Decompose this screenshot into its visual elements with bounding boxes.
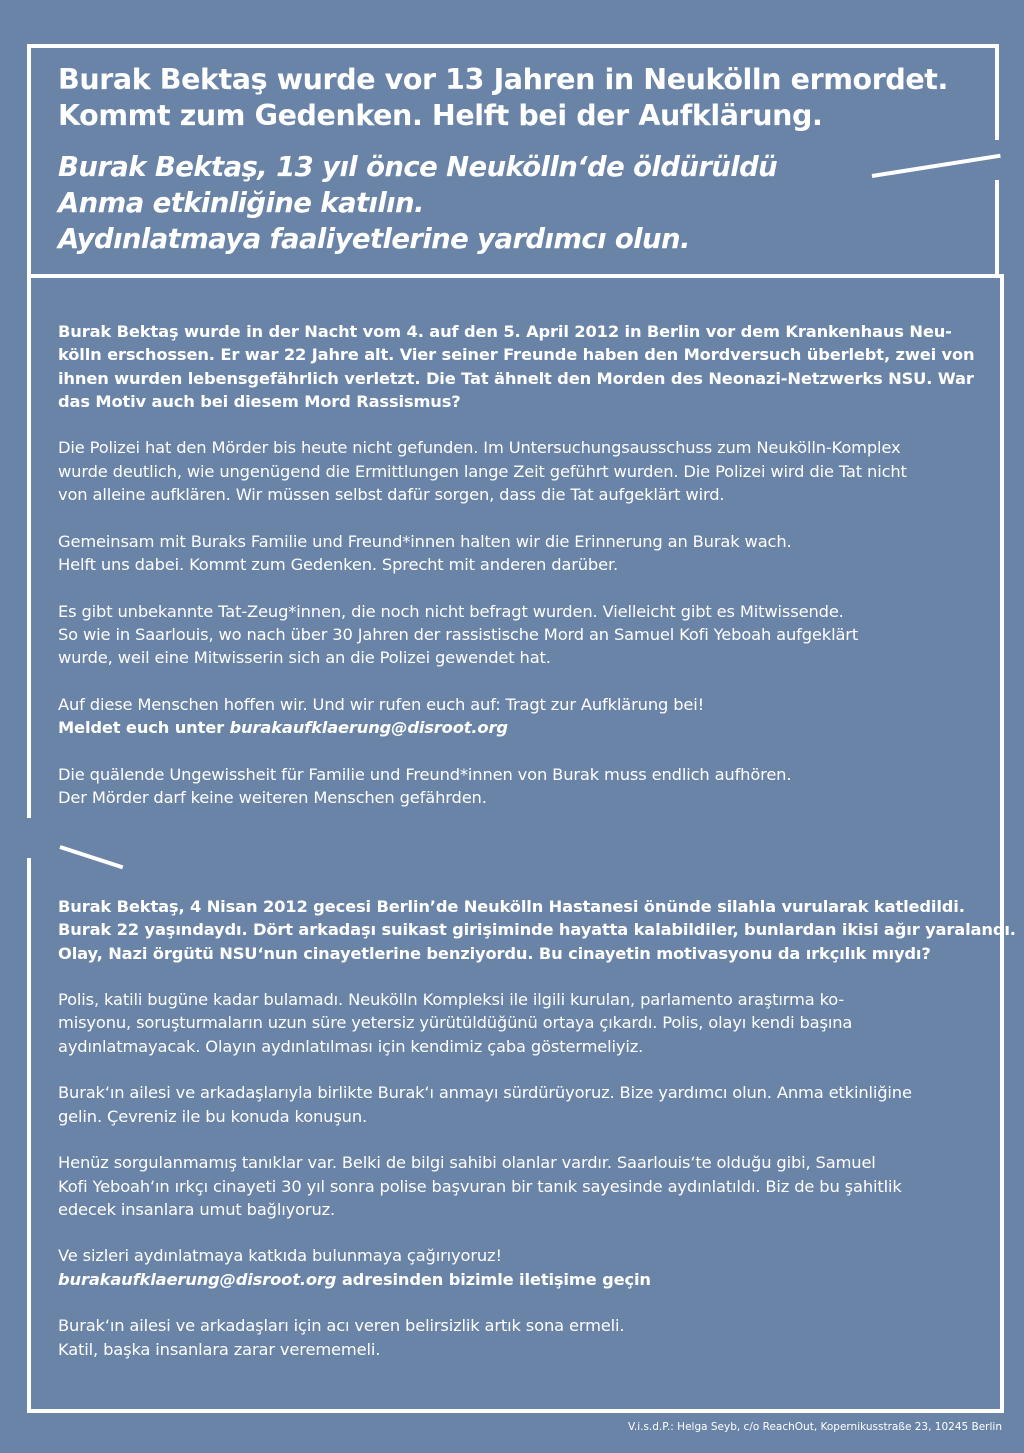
turkish-section: [58, 895, 1016, 1384]
text-line: Burak‘ın ailesi ve arkadaşları için acı veren belirsizlik artık sona ermeli.: [58, 1316, 625, 1336]
text-line: Burak Bektaş, 4 Nisan 2012 gecesi Berlin’de Neukölln Hastanesi önünde silahla vurularak katledildi.: [58, 897, 965, 916]
text-line: Polis, katili bugüne kadar bulamadı. Neukölln Kompleksi ile ilgili kurulan, parlamento araştırma ko-: [58, 990, 845, 1010]
german-paragraph-contact: [58, 693, 988, 740]
contact-prefix: Meldet euch unter: [58, 718, 230, 738]
turkish-paragraph-witnesses: [58, 1151, 988, 1221]
frame-gap-left: [24, 818, 36, 858]
turkish-paragraph-contact: [58, 1244, 988, 1291]
headline-german-line: Burak Bektaş wurde vor 13 Jahren in Neukölln ermordet.: [58, 63, 948, 96]
text-line: Olay, Nazi örgütü NSU‘nun cinayetlerine benziyordu. Bu cinayetin motivasyonu da ırkçılık mıydı?: [58, 943, 931, 963]
text-line: kölln erschossen. Er war 22 Jahre alt. Vier seiner Freunde haben den Mordversuch überlebt, zwei von: [58, 345, 975, 365]
text-line: Kofi Yeboah‘ın ırkçı cinayeti 30 yıl sonra polise başvuran bir tanık sayesinde aydınlatıldı. Biz de bu şahitlik: [58, 1176, 902, 1196]
contact-email-link[interactable]: burakaufklaerung@disroot.org: [58, 1269, 337, 1289]
german-section: [58, 320, 988, 833]
text-line: Es gibt unbekannte Tat-Zeug*innen, die noch nicht befragt wurden. Vielleicht gibt es Mitwissende.: [58, 601, 844, 621]
german-paragraph-closing: [58, 763, 988, 810]
text-line: Burak Bektaş wurde in der Nacht vom 4. auf den 5. April 2012 in Berlin vor dem Krankenhaus Neu-: [58, 322, 952, 341]
text-line: Gemeinsam mit Buraks Familie und Freund*innen halten wir die Erinnerung an Burak wach.: [58, 531, 792, 551]
german-intro: [58, 320, 988, 413]
frame-gap-right: [995, 140, 1007, 180]
text-line: misyonu, soruşturmaların uzun süre yetersiz yürütüldüğünü ortaya çıkardı. Polis, olayı kendi başına: [58, 1013, 853, 1033]
turkish-paragraph-remembrance: [58, 1081, 988, 1128]
text-line: aydınlatmayacak. Olayın aydınlatılması için kendimiz çaba göstermeliyiz.: [58, 1036, 644, 1056]
german-paragraph-witnesses: [58, 600, 988, 670]
text-line: Ve sizleri aydınlatmaya katkıda bulunmaya çağırıyoruz!: [58, 1246, 502, 1266]
text-line: Die quälende Ungewissheit für Familie und Freund*innen von Burak muss endlich aufhören.: [58, 764, 792, 784]
german-paragraph-remembrance: [58, 530, 988, 577]
text-line: Helft uns dabei. Kommt zum Gedenken. Sprecht mit anderen darüber.: [58, 554, 619, 574]
contact-line: [58, 716, 988, 739]
imprint-footer: V.i.s.d.P.: Helga Seyb, c/o ReachOut, Kopernikusstraße 23, 10245 Berlin: [628, 1421, 1002, 1433]
contact-email-link[interactable]: burakaufklaerung@disroot.org: [229, 718, 508, 738]
headline-german: [58, 62, 988, 134]
text-line: So wie in Saarlouis, wo nach über 30 Jahren der rassistische Mord an Samuel Kofi Yeboah aufgeklärt: [58, 624, 859, 644]
turkish-intro: [58, 895, 1016, 965]
text-line: Katil, başka insanlara zarar verememeli.: [58, 1339, 381, 1359]
headline-turkish: [58, 149, 958, 257]
text-line: wurde deutlich, wie ungenügend die Ermittlungen lange Zeit geführt wurden. Die Polizei wird die Tat nicht: [58, 461, 907, 481]
text-line: das Motiv auch bei diesem Mord Rassismus?: [58, 391, 461, 411]
text-line: gelin. Çevreniz ile bu konuda konuşun.: [58, 1106, 368, 1126]
text-line: Henüz sorgulanmamış tanıklar var. Belki de bilgi sahibi olanlar vardır. Saarlouis‘te olduğu gibi, Samuel: [58, 1153, 876, 1173]
headline-turkish-line: Aydınlatmaya faaliyetlerine yardımcı olun.: [58, 223, 690, 255]
text-line: Burak‘ın ailesi ve arkadaşlarıyla birlikte Burak‘ı anmayı sürdürüyoruz. Bize yardımcı olun. Anma etkinliğine: [58, 1083, 912, 1103]
contact-suffix: adresinden bizimle iletişime geçin: [336, 1269, 651, 1289]
german-paragraph-police: [58, 436, 988, 506]
text-line: Burak 22 yaşındaydı. Dört arkadaşı suikast girişiminde hayatta kalabildiler, bunlardan ikisi ağır yaralandı.: [58, 920, 1016, 940]
text-line: von alleine aufklären. Wir müssen selbst dafür sorgen, dass die Tat aufgeklärt wird.: [58, 485, 725, 505]
text-line: Auf diese Menschen hoffen wir. Und wir rufen euch auf: Tragt zur Aufklärung bei!: [58, 694, 705, 714]
text-line: wurde, weil eine Mitwisserin sich an die Polizei gewendet hat.: [58, 648, 551, 668]
headline-german-line: Kommt zum Gedenken. Helft bei der Aufklärung.: [58, 99, 823, 132]
text-line: Die Polizei hat den Mörder bis heute nicht gefunden. Im Untersuchungsausschuss zum Neukölln-Komplex: [58, 438, 901, 458]
contact-line: [58, 1268, 988, 1291]
text-line: ihnen wurden lebensgefährlich verletzt. Die Tat ähnelt den Morden des Neonazi-Netzwerks NSU. War: [58, 368, 974, 388]
turkish-paragraph-police: [58, 988, 988, 1058]
turkish-paragraph-closing: [58, 1314, 988, 1361]
headline-turkish-line: Burak Bektaş, 13 yıl önce Neukölln‘de öldürüldü: [58, 151, 778, 183]
text-line: Der Mörder darf keine weiteren Menschen gefährden.: [58, 787, 487, 807]
text-line: edecek insanlara umut bağlıyoruz.: [58, 1199, 336, 1219]
headline-turkish-line: Anma etkinliğine katılın.: [58, 187, 424, 219]
